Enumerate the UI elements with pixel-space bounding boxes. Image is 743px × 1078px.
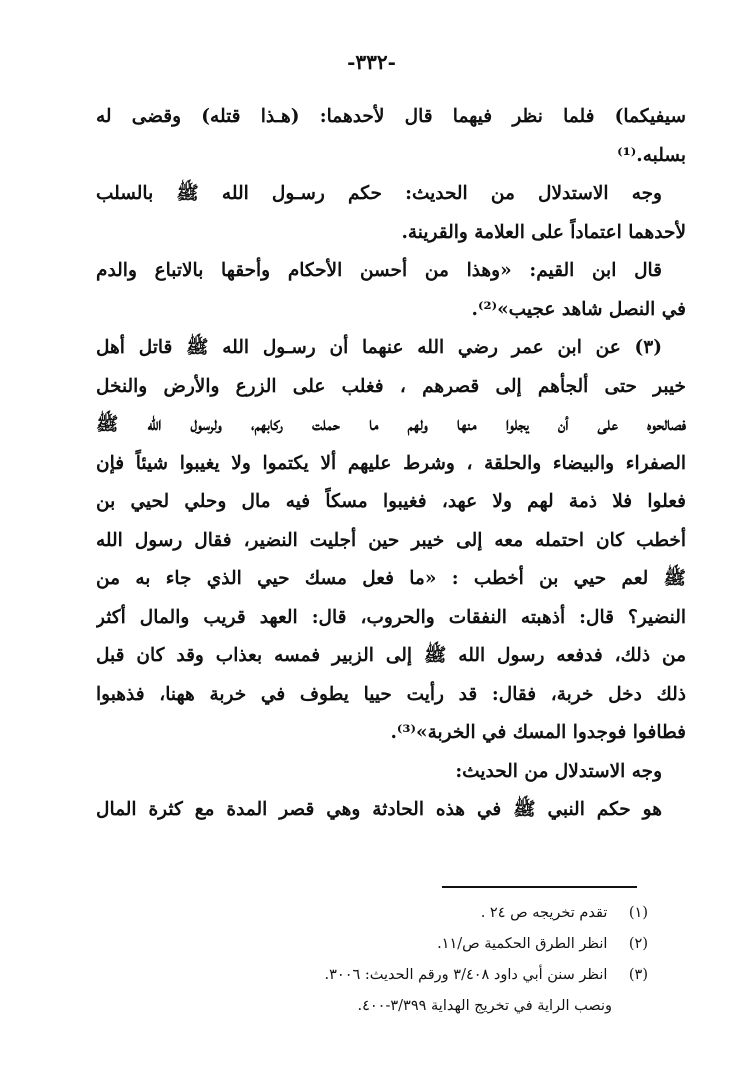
text-line: قال ابن القيم: «وهذا من أحسن الأحكام وأحقها بالاتباع والدم: [96, 260, 662, 281]
text-line: (٣) عن ابن عمر رضي الله عنهما أن رسـول الله ﷺ قاتل أهل: [96, 337, 662, 358]
footnotes: [220, 898, 648, 1022]
text-line: فطافوا فوجدوا المسك في الخربة»⁽³⁾.: [390, 722, 686, 743]
footnote-number: (٢): [628, 936, 648, 952]
footnote-number: (١): [628, 905, 648, 921]
footnote: [220, 929, 648, 960]
footnote-divider: [442, 886, 637, 888]
page-number: -٣٣٢-: [347, 50, 396, 74]
footnote-text: تقدم تخريجه ص ٢٤ .: [480, 905, 608, 921]
footnote: [220, 898, 648, 929]
text-line: الصفراء والبيضاء والحلقة ، وشرط عليهم ألا يكتموا ولا يغيبوا شيئاً فإن: [96, 452, 686, 474]
text-line: ذلك دخل خربة، فقال: قد رأيت حييا يطوف في خربة ههنا، فذهبوا: [96, 683, 686, 705]
text-line: النضير؟ قال: أذهبته النفقات والحروب، قال: العهد قريب والمال أكثر: [96, 606, 686, 628]
text-line: سيفيكما) فلما نظر فيهما قال لأحدهما: (هـذا قتله) وقضى له: [96, 106, 686, 127]
text-line: في النصل شاهد عجيب»⁽²⁾.: [471, 298, 686, 320]
text-line: أخطب كان احتمله معه إلى خيبر حين أجليت النضير، فقال رسول الله: [96, 529, 686, 551]
text-line: هو حكم النبي ﷺ في هذه الحادثة وهي قصر المدة مع كثرة المال: [96, 799, 662, 820]
text-line: من ذلك، فدفعه رسول الله ﷺ إلى الزبير فمسه بعذاب وقد كان قبل: [96, 645, 686, 666]
footnote-continuation: [220, 991, 648, 1022]
footnote-number: (٣): [628, 967, 648, 983]
footnote-text: انظر الطرق الحكمية ص/١١.: [437, 936, 608, 952]
text-line: فعلوا فلا ذمة لهم ولا عهد، فغيبوا مسكاً فيه مال وحلي لحيي بن: [96, 491, 686, 512]
text-line: بسلبه.⁽¹⁾: [617, 144, 686, 166]
footnote: [220, 960, 648, 991]
text-line: لأحدهما اعتماداً على العلامة والقرينة.: [401, 221, 686, 243]
text-line: وجه الاستدلال من الحديث: حكم رسـول الله ﷺ بالسلب: [96, 183, 662, 204]
footnote-text: ونصب الراية في تخريج الهداية ٣/٣٩٩-٤٠٠.: [357, 998, 612, 1014]
text-line: وجه الاستدلال من الحديث:: [455, 760, 662, 782]
text-line: خيبر حتى ألجأهم إلى قصرهم ، فغلب على الزرع والأرض والنخل: [96, 375, 686, 397]
text-line: فصالحوه على أن يجلوا منها ولهم ما حملت ركابهم، ولرسول الله ﷺ: [96, 414, 686, 435]
body-text: [96, 98, 686, 830]
text-line: ﷺ لعم حيي بن أخطب : «ما فعل مسك حيي الذي جاء به من: [96, 568, 686, 589]
footnote-text: انظر سنن أبي داود ٣/٤٠٨ ورقم الحديث: ٣٠٠٦.: [324, 967, 608, 983]
